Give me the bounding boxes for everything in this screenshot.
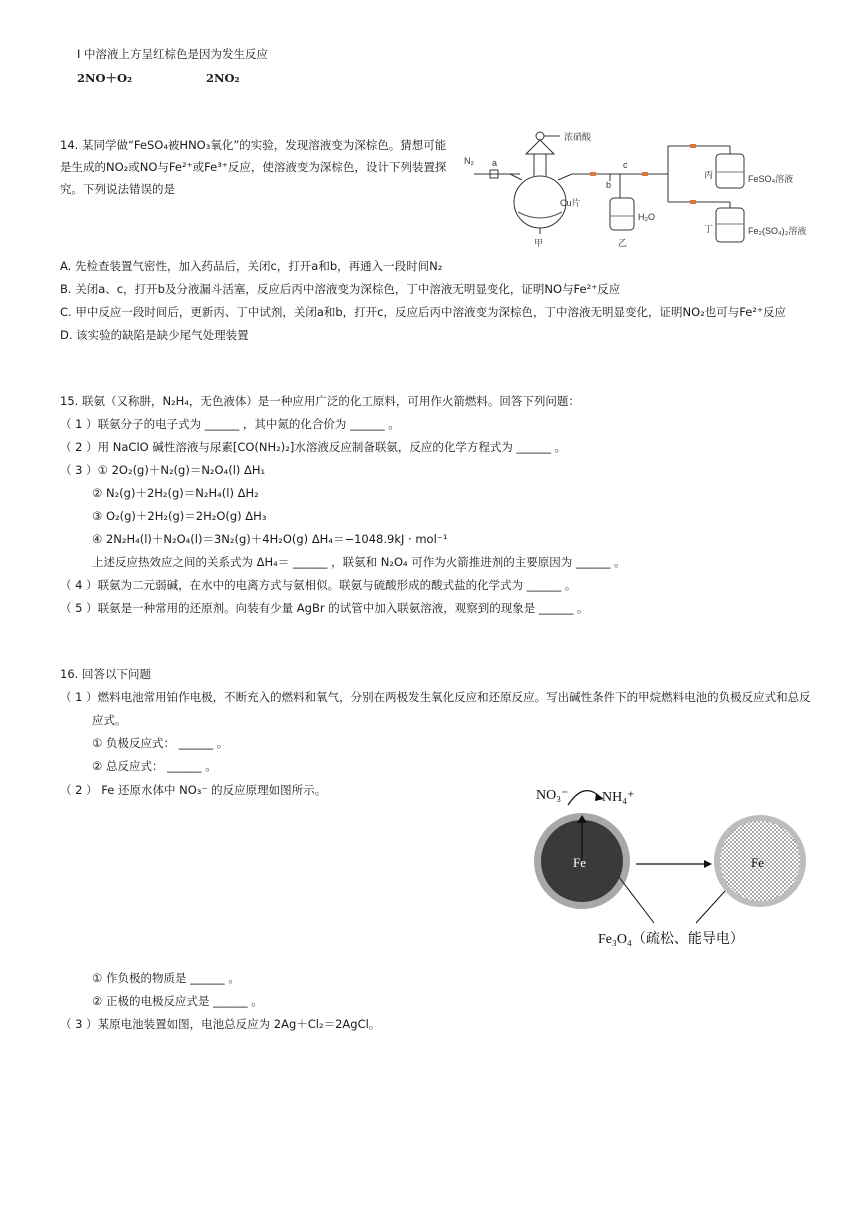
q14-option-a: A. 先检查装置气密性，加入药品后，关闭c，打开a和b，再通入一段时间N₂ [60, 259, 443, 273]
q16-part2-a: ① 作负极的物质是 ______ 。 [92, 971, 240, 985]
q14-fig-ding: 丁 [704, 224, 714, 234]
q15-part5: （ 5 ）联氨是一种常用的还原剂。向装有少量 AgBr 的试管中加入联氨溶液，观察到的现象是 ______ 。 [60, 601, 589, 615]
q14-fig-b: b [606, 180, 612, 190]
q15-part3-eq3: ③ O₂(g)＋2H₂(g)＝2H₂O(g) ΔH₃ [92, 509, 267, 523]
q14-fig-fe2so43: Fe₂(SO₄)₃溶液 [748, 226, 807, 236]
q16-fig-nh4: NH₄⁺ [602, 790, 635, 805]
q14-apparatus-figure [460, 124, 820, 249]
q16-part2-b: ② 正极的电极反应式是 ______ 。 [92, 994, 263, 1008]
q16-part3: （ 3 ）某原电池装置如图，电池总反应为 2Ag＋Cl₂＝2AgCl。 [60, 1017, 381, 1031]
q16-fig-no3: NO₃⁻ [536, 788, 569, 803]
top-eq-right: 2NO₂ [206, 71, 240, 85]
q14-fig-c: c [623, 160, 628, 170]
q16-stem: 16. 回答以下问题 [60, 667, 151, 681]
q14-stem-line3: 究。下列说法错误的是 [60, 182, 175, 196]
q14-fig-jia: 甲 [534, 238, 544, 248]
q14-fig-yi: 乙 [618, 238, 628, 248]
q14-stem-line2: 是生成的NO₂或NO与Fe²⁺或Fe³⁺反应，使溶液变为深棕色，设计下列装置探 [60, 160, 447, 174]
q15-part1: （ 1 ）联氨分子的电子式为 ______ ，其中氮的化合价为 ______ 。 [60, 417, 400, 431]
q14-option-b: B. 关闭a、c，打开b及分液漏斗活塞，反应后丙中溶液变为深棕色，丁中溶液无明显变化，证明NO与Fe²⁺反应 [60, 282, 621, 296]
q16-part1-line2: 应式。 [92, 713, 127, 727]
q16-fig-fe-left: Fe [573, 855, 586, 870]
q16-fe-reduction-figure [520, 775, 820, 955]
q15-part4: （ 4 ）联氨为二元弱碱，在水中的电离方式与氨相似。联氨与硫酸形成的酸式盐的化学式为 ______ 。 [60, 578, 577, 592]
q15-part3-eq2: ② N₂(g)＋2H₂(g)＝N₂H₄(l) ΔH₂ [92, 486, 259, 500]
q15-part3-eq1: （ 3 ）① 2O₂(g)＋N₂(g)＝N₂O₄(l) ΔH₁ [60, 463, 266, 477]
q16-part1-a: ① 负极反应式： ______ 。 [92, 736, 229, 750]
q16-part1-b: ② 总反应式： ______ 。 [92, 759, 217, 773]
q14-fig-feso4: FeSO₄溶液 [748, 174, 794, 184]
q14-option-d: D. 该实验的缺陷是缺少尾气处理装置 [60, 328, 249, 342]
q15-part3-eq4: ④ 2N₂H₄(l)＋N₂O₄(l)＝3N₂(g)＋4H₂O(g) ΔH₄＝−1048.9kJ · mol⁻¹ [92, 532, 448, 546]
q16-fig-caption: Fe₃O₄（疏松、能导电） [598, 932, 744, 947]
q14-fig-a: a [492, 158, 498, 168]
top-eq-left: 2NO＋O₂ [77, 71, 133, 85]
q14-fig-h2o: H₂O [638, 212, 655, 222]
q14-fig-cu: Cu片 [560, 198, 581, 208]
q16-part2: （ 2 ） Fe 还原水体中 NO₃⁻ 的反应原理如图所示。 [60, 783, 327, 797]
q16-part1-line1: （ 1 ）燃料电池常用铂作电极，不断充入的燃料和氧气，分别在两极发生氧化反应和还原反应。写出碱性条件下的甲烷燃料电池的负极反应式和总反 [60, 690, 811, 704]
q15-stem: 15. 联氨（又称肼，N₂H₄，无色液体）是一种应用广泛的化工原料，可用作火箭燃料。回答下列问题： [60, 394, 580, 408]
q14-stem-line1: 14. 某同学做“FeSO₄被HNO₃氧化”的实验，发现溶液变为深棕色。猜想可能 [60, 138, 447, 152]
q15-part2: （ 2 ）用 NaClO 碱性溶液与尿素[CO(NH₂)₂]水溶液反应制备联氨，反应的化学方程式为 ______ 。 [60, 440, 567, 454]
q14-option-c: C. 甲中反应一段时间后，更新丙、丁中试剂，关闭a和b，打开c，反应后丙中溶液变为深棕色，丁中溶液无明显变化，证明NO₂也可与Fe²⁺反应 [60, 305, 787, 319]
q14-fig-n2: N₂ [464, 156, 474, 166]
q14-fig-acid: 浓硝酸 [564, 132, 592, 142]
q16-fig-fe-right: Fe [751, 855, 764, 870]
q15-part3-tail: 上述反应热效应之间的关系式为 ΔH₄＝ ______ ，联氨和 N₂O₄ 可作为火箭推进剂的主要原因为 ______ 。 [92, 555, 626, 569]
top-line1: I 中溶液上方呈红棕色是因为发生反应 [77, 47, 269, 61]
q14-fig-bing: 丙 [704, 170, 714, 180]
